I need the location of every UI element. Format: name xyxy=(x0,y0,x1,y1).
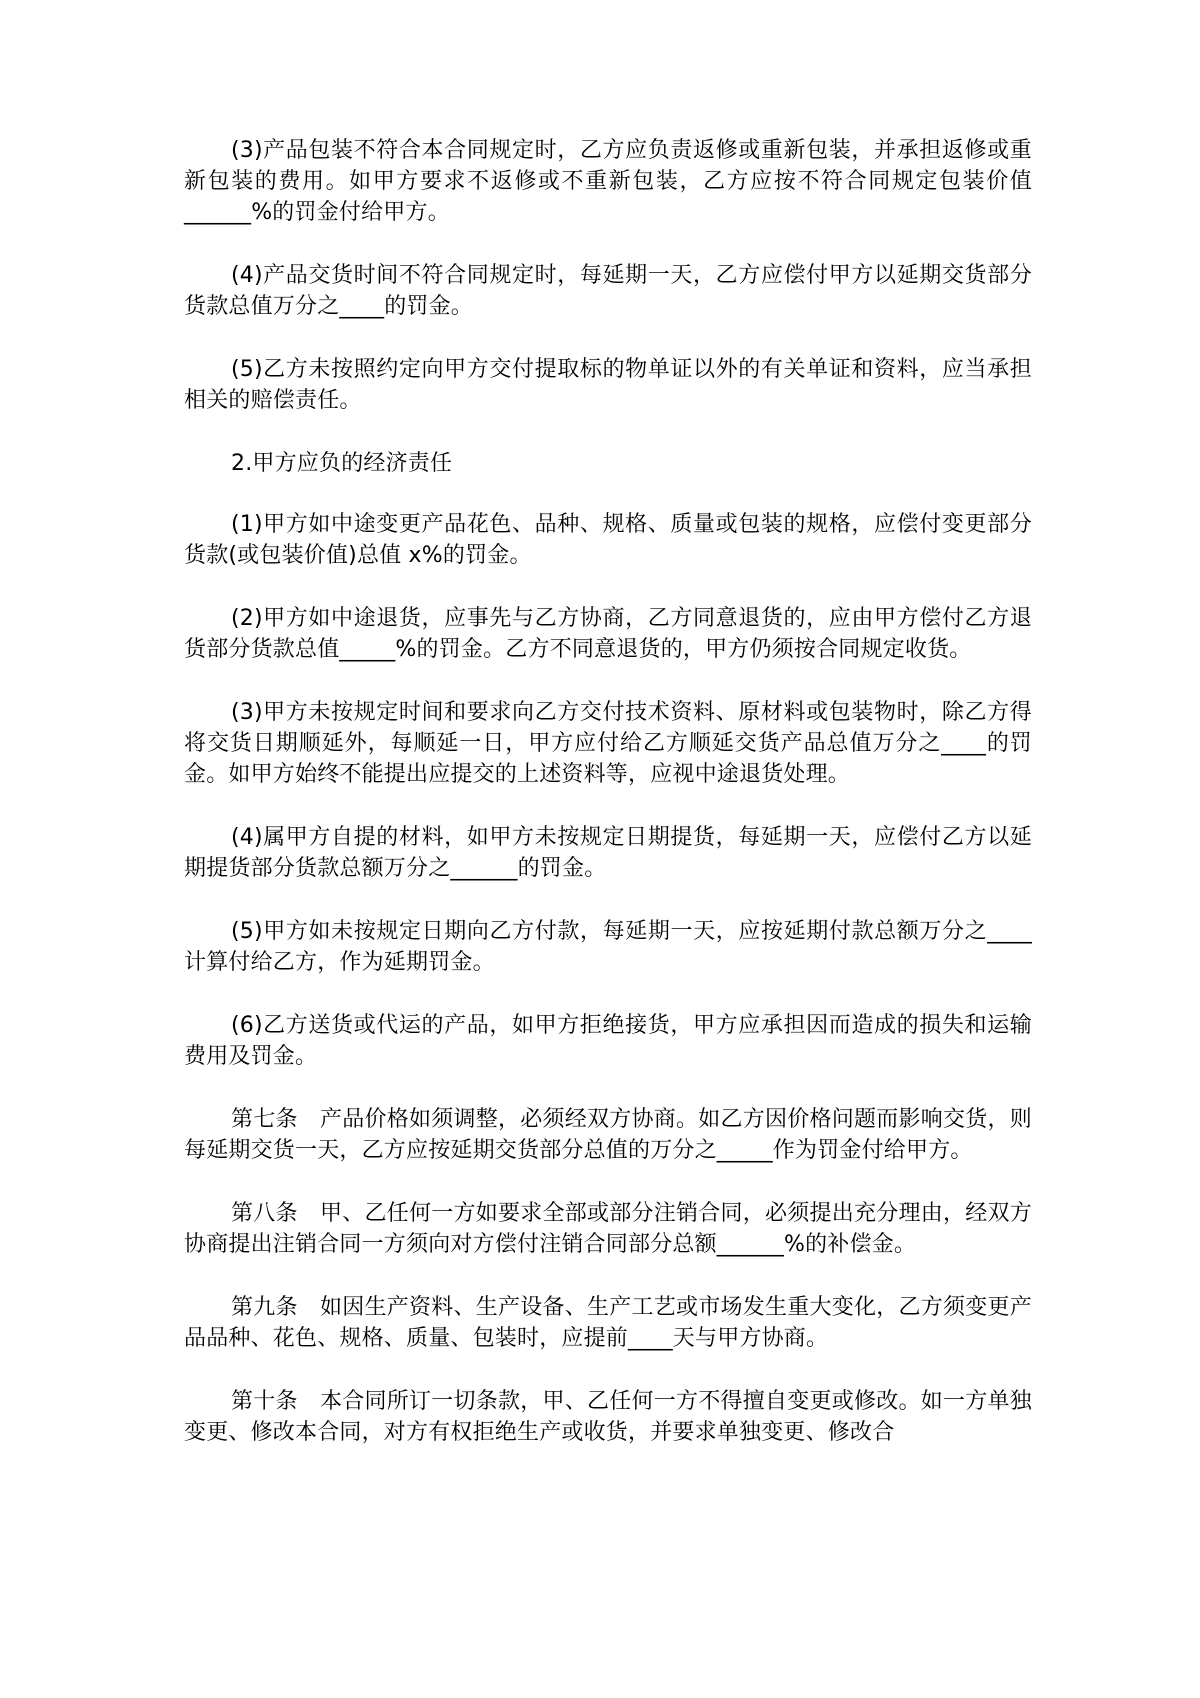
paragraph-party-a-5: (5)甲方如未按规定日期向乙方付款，每延期一天，应按延期付款总额万分之____计算付给乙方，作为延期罚金。 xyxy=(184,919,1032,975)
document-body xyxy=(184,135,1032,1480)
section-heading-party-a-liability: 2.甲方应负的经济责任 xyxy=(231,451,453,476)
paragraph-clause-5-documents: (5)乙方未按照约定向甲方交付提取标的物单证以外的有关单证和资料，应当承担相关的赔偿责任。 xyxy=(184,357,1032,413)
paragraph-party-a-6: (6)乙方送货或代运的产品，如甲方拒绝接货，甲方应承担因而造成的损失和运输费用及罚金。 xyxy=(184,1013,1032,1069)
paragraph-article-8: 第八条 甲、乙任何一方如要求全部或部分注销合同，必须提出充分理由，经双方协商提出注销合同一方须向对方偿付注销合同部分总额______%的补偿金。 xyxy=(184,1201,1032,1257)
paragraph-article-9: 第九条 如因生产资料、生产设备、生产工艺或市场发生重大变化，乙方须变更产品品种、花色、规格、质量、包装时，应提前____天与甲方协商。 xyxy=(184,1295,1032,1351)
paragraph-clause-3-packaging: (3)产品包装不符合本合同规定时，乙方应负责返修或重新包装，并承担返修或重新包装的费用。如甲方要求不返修或不重新包装，乙方应按不符合同规定包装价值______%的罚金付给甲方。 xyxy=(184,138,1032,225)
paragraph-party-a-3: (3)甲方未按规定时间和要求向乙方交付技术资料、原材料或包装物时，除乙方得将交货日期顺延外，每顺延一日，甲方应付给乙方顺延交货产品总值万分之____的罚金。如甲方始终不能提出应提交的上述资料等，应视中途退货处理。 xyxy=(184,700,1032,787)
paragraph-article-7: 第七条 产品价格如须调整，必须经双方协商。如乙方因价格问题而影响交货，则每延期交货一天，乙方应按延期交货部分总值的万分之_____作为罚金付给甲方。 xyxy=(184,1107,1032,1163)
paragraph-article-10: 第十条 本合同所订一切条款，甲、乙任何一方不得擅自变更或修改。如一方单独变更、修改本合同，对方有权拒绝生产或收货，并要求单独变更、修改合 xyxy=(184,1389,1032,1445)
paragraph-party-a-1: (1)甲方如中途变更产品花色、品种、规格、质量或包装的规格，应偿付变更部分货款(或包装价值)总值 x%的罚金。 xyxy=(184,512,1032,568)
paragraph-party-a-4: (4)属甲方自提的材料，如甲方未按规定日期提货，每延期一天，应偿付乙方以延期提货部分货款总额万分之______的罚金。 xyxy=(184,825,1032,881)
paragraph-party-a-2: (2)甲方如中途退货，应事先与乙方协商，乙方同意退货的，应由甲方偿付乙方退货部分货款总值_____%的罚金。乙方不同意退货的，甲方仍须按合同规定收货。 xyxy=(184,606,1032,662)
paragraph-clause-4-delivery-time: (4)产品交货时间不符合同规定时，每延期一天，乙方应偿付甲方以延期交货部分货款总值万分之____的罚金。 xyxy=(184,263,1032,319)
